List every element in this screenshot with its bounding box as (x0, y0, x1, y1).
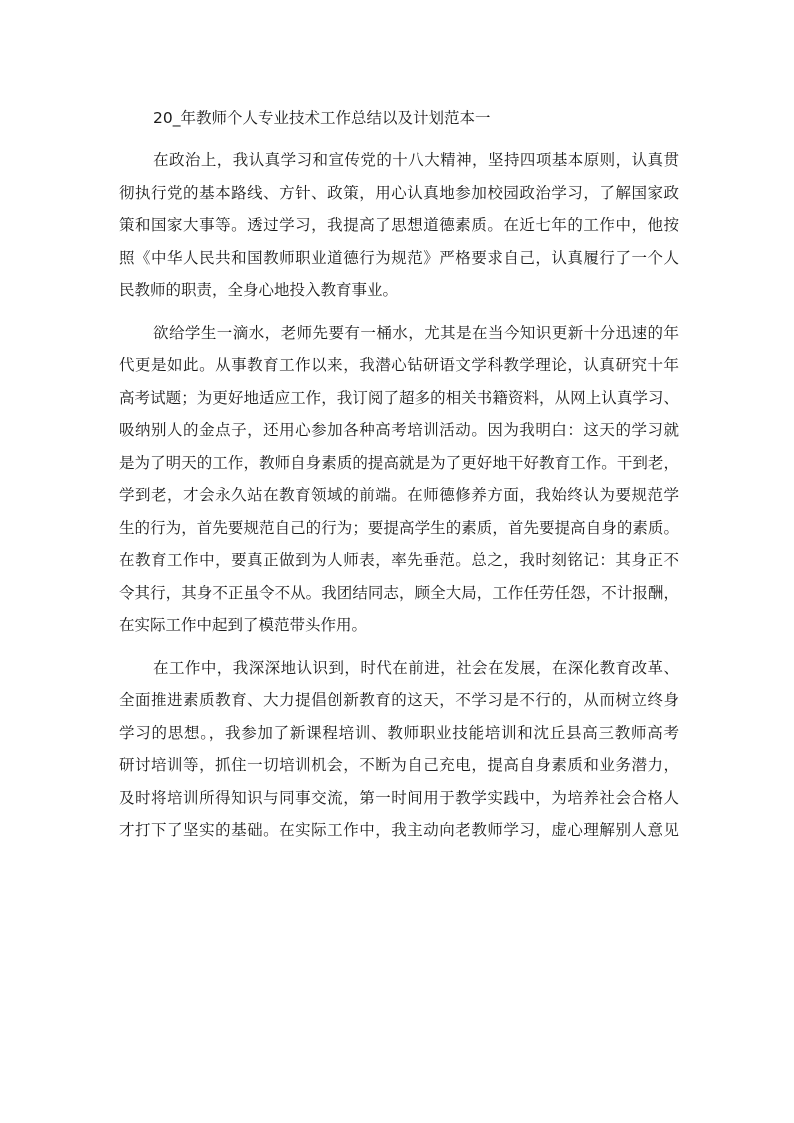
paragraph-line: 全面推进素质教育、大力提倡创新教育的这天，不学习是不行的，从而树立终身 (119, 691, 679, 709)
paragraph-line: 生的行为，首先要规范自己的行为；要提高学生的素质，首先要提高自身的素质。 (119, 518, 679, 537)
paragraph-line: 吸纳别人的金点子，还用心参加各种高考培训活动。因为我明白：这天的学习就 (119, 421, 679, 439)
paragraph-line: 在教育工作中，要真正做到为人师表，率先垂范。总之，我时刻铭记：其身正不 (119, 551, 679, 569)
paragraph-line: 才打下了坚实的基础。在实际工作中，我主动向老教师学习，虚心理解别人意见 (119, 821, 679, 839)
document-title: 20_年教师个人专业技术工作总结以及计划范本一 (153, 109, 491, 127)
paragraph-work (119, 652, 679, 847)
paragraph-line: 令其行，其身不正虽令不从。我团结同志，顾全大局，工作任劳任怨，不计报酬， (119, 583, 679, 602)
paragraph-line: 代更是如此。从事教育工作以来，我潜心钻研语文学科教学理论，认真研究十年 (119, 356, 679, 374)
paragraph-line: 高考试题；为更好地适应工作，我订阅了超多的相关书籍资料，从网上认真学习、 (119, 388, 679, 407)
document-page (119, 103, 679, 847)
paragraph-line: 民教师的职责，全身心地投入教育事业。 (119, 281, 399, 299)
paragraph-line: 是为了明天的工作，教师自身素质的提高就是为了更好地干好教育工作。干到老， (119, 453, 679, 472)
paragraph-line: 欲给学生一滴水，老师先要有一桶水，尤其是在当今知识更新十分迅速的年 (153, 323, 679, 342)
paragraph-line: 学到老，才会永久站在教育领域的前端。在师德修养方面，我始终认为要规范学 (119, 486, 679, 504)
paragraph-political (119, 144, 679, 307)
paragraph-line: 在工作中，我深深地认识到，时代在前进，社会在发展，在深化教育改革、 (153, 658, 679, 677)
paragraph-learning (119, 317, 679, 642)
paragraph-line: 照《中华人民共和国教师职业道德行为规范》严格要求自己，认真履行了一个人 (119, 248, 679, 267)
paragraph-line: 研讨培训等，抓住一切培训机会，不断为自己充电，提高自身素质和业务潜力， (119, 756, 679, 774)
paragraph-line: 及时将培训所得知识与同事交流，第一时间用于教学实践中，为培养社会合格人 (119, 788, 679, 807)
paragraph-line: 在政治上，我认真学习和宣传党的十八大精神，坚持四项基本原则，认真贯 (153, 151, 679, 169)
paragraph-line: 在实际工作中起到了模范带头作用。 (119, 616, 368, 634)
paragraph-line: 学习的思想。，我参加了新课程培训、教师职业技能培训和沈丘县高三教师高考 (119, 723, 679, 742)
paragraph-line: 策和国家大事等。透过学习，我提高了思想道德素质。在近七年的工作中，他按 (119, 216, 679, 234)
paragraph-line: 彻执行党的基本路线、方针、政策，用心认真地参加校园政治学习，了解国家政 (119, 183, 679, 202)
